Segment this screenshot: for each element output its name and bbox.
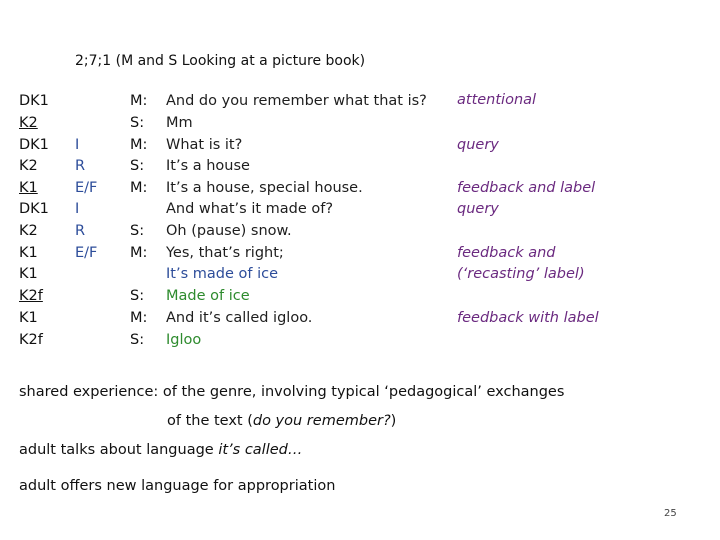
move-label: K2f (19, 288, 43, 304)
speaker-label: M: (130, 245, 148, 261)
adult-talks-italic: it’s called… (218, 442, 303, 458)
annotation: feedback and (457, 245, 556, 261)
utterance: And it’s called igloo. (166, 310, 313, 326)
exchange-code: E/F (75, 245, 98, 261)
speaker-label: S: (130, 115, 145, 131)
move-label: K2 (19, 158, 38, 174)
move-label: K2 (19, 223, 38, 239)
move-label: K2 (19, 115, 38, 131)
move-label: DK1 (19, 93, 49, 109)
exchange-code: R (75, 223, 86, 239)
shared-experience-note: shared experience: of the genre, involving typical ‘pedagogical’ exchanges (19, 384, 565, 400)
annotation: query (457, 137, 499, 153)
speaker-label: S: (130, 332, 145, 348)
move-label: K1 (19, 245, 38, 261)
utterance: Igloo (166, 332, 202, 348)
annotation: feedback and label (457, 180, 596, 196)
annotation: attentional (457, 92, 537, 108)
annotation: query (457, 201, 499, 217)
annotation: feedback with label (457, 310, 599, 326)
annotation: (‘recasting’ label) (457, 266, 585, 282)
utterance: Yes, that’s right; (166, 245, 284, 261)
page-title: 2;7;1 (M and S Looking at a picture book) (75, 53, 366, 69)
speaker-label: M: (130, 310, 148, 326)
of-the-text-note (167, 413, 396, 429)
utterance: It’s made of ice (166, 266, 278, 282)
exchange-code: R (75, 158, 86, 174)
utterance: And do you remember what that is? (166, 93, 427, 109)
utterance: What is it? (166, 137, 243, 153)
move-label: DK1 (19, 201, 49, 217)
of-text-prefix: of the text ( (167, 413, 253, 429)
utterance: Oh (pause) snow. (166, 223, 292, 239)
speaker-label: S: (130, 158, 145, 174)
speaker-label: S: (130, 223, 145, 239)
exchange-code: I (75, 137, 80, 153)
adult-talks-prefix: adult talks about language (19, 442, 219, 458)
speaker-label: S: (130, 288, 145, 304)
adult-offers-note: adult offers new language for appropriation (19, 478, 336, 494)
move-label: K2f (19, 332, 43, 348)
utterance: It’s a house, special house. (166, 180, 363, 196)
utterance: It’s a house (166, 158, 250, 174)
move-label: K1 (19, 310, 38, 326)
utterance: Mm (166, 115, 193, 131)
move-label: DK1 (19, 137, 49, 153)
move-label: K1 (19, 266, 38, 282)
utterance: Made of ice (166, 288, 250, 304)
speaker-label: M: (130, 93, 148, 109)
adult-talks-note (19, 442, 302, 458)
speaker-label: M: (130, 180, 148, 196)
page-number: 25 (664, 508, 677, 519)
move-label: K1 (19, 180, 38, 196)
utterance: And what’s it made of? (166, 201, 334, 217)
of-text-italic: do you remember? (252, 413, 391, 429)
speaker-label: M: (130, 137, 148, 153)
exchange-code: E/F (75, 180, 98, 196)
of-text-suffix: ) (390, 413, 397, 429)
exchange-code: I (75, 201, 80, 217)
